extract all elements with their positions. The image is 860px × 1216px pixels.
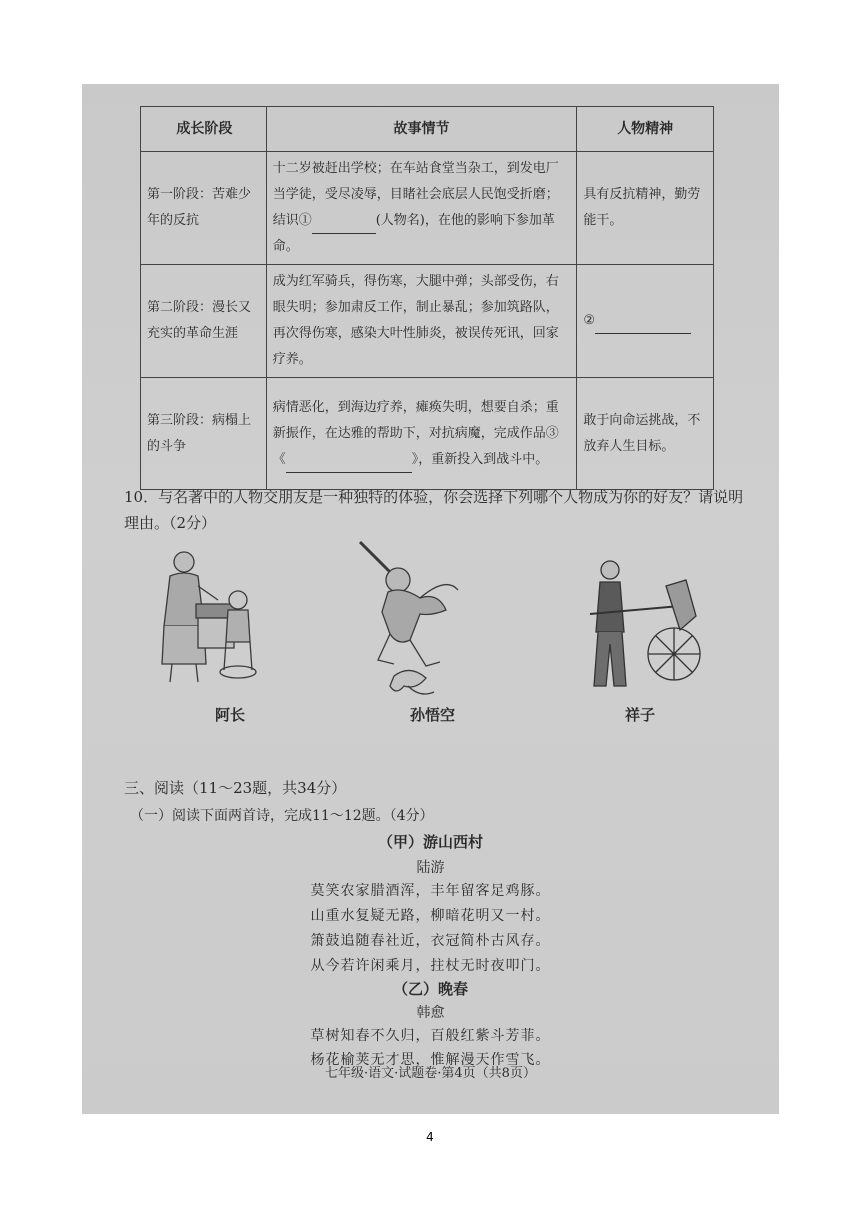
blank-3[interactable] — [286, 454, 412, 473]
xiangzi-rickshaw-illustration — [576, 556, 704, 702]
stage-cell: 第二阶段：漫长又充实的革命生涯 — [141, 265, 267, 378]
plot-text: (人物名)，在他的影响下参加革命。 — [272, 213, 555, 254]
plot-text: 十二岁被赶出学校；在车站食堂当杂工，到发电厂当学徒，受尽凌辱，目睹社会底层人民饱受折磨；结识① — [272, 161, 559, 228]
question-10: 10．与名著中的人物交朋友是一种独特的体验，你会选择下列哪个人物成为你的好友？请说明理由。（2分） — [124, 488, 744, 532]
poem-line: 杨花榆荚无才思，惟解漫天作雪飞。 — [310, 1052, 551, 1068]
character-growth-table — [140, 106, 714, 490]
reading-part-1-instruction: （一）阅读下面两首诗，完成11～12题。（4分） — [130, 808, 434, 824]
poem-line: 从今若许闲乘月，拄杖无时夜叩门。 — [310, 958, 551, 974]
poem-author: 韩愈 — [416, 1005, 445, 1021]
plot-cell — [266, 152, 577, 265]
plot-cell — [266, 378, 577, 490]
poem-line: 箫鼓追随春社近，衣冠简朴古风存。 — [310, 933, 551, 949]
exam-footer: 七年级·语文·试题卷·第4页（共8页） — [325, 1066, 536, 1081]
sun-wukong-illustration — [350, 536, 468, 708]
poem-line: 莫笑农家腊酒浑，丰年留客足鸡豚。 — [310, 883, 551, 899]
figure-caption-sun-wukong: 孙悟空 — [410, 706, 456, 724]
plot-text: 病情恶化，到海边疗养，瘫痪失明，想要自杀；重新振作，在达雅的帮助下，对抗病魔，完成作品③《 — [272, 399, 559, 467]
spirit-cell: 具有反抗精神，勤劳能干。 — [577, 152, 714, 265]
plot-text: 》，重新投入到战斗中。 — [411, 451, 549, 467]
a-chang-illustration — [152, 546, 262, 688]
poem-title: （甲）游山西村 — [377, 833, 483, 851]
blank-marker: ② — [583, 313, 596, 328]
section-3-title: 三、阅读（11～23题，共34分） — [124, 779, 347, 797]
blank-2[interactable] — [595, 315, 691, 334]
blank-1[interactable] — [312, 215, 376, 234]
poem-author: 陆游 — [416, 860, 445, 876]
stage-cell: 第三阶段：病榻上的斗争 — [141, 378, 267, 490]
stage-cell: 第一阶段：苦难少年的反抗 — [141, 152, 267, 265]
table-header-row — [141, 107, 714, 152]
figure-caption-a-chang: 阿长 — [215, 706, 246, 724]
spirit-cell — [577, 265, 714, 378]
page-number: 4 — [426, 1130, 434, 1144]
table-row — [141, 265, 714, 378]
scanned-exam-photo — [82, 84, 779, 1114]
table-row — [141, 378, 714, 490]
figure-caption-xiangzi: 祥子 — [625, 706, 656, 724]
poem-title: （乙）晚春 — [392, 980, 468, 998]
poem-line: 山重水复疑无路，柳暗花明又一村。 — [310, 908, 551, 924]
plot-cell: 成为红军骑兵，得伤寒，大腿中弹；头部受伤，右眼失明；参加肃反工作，制止暴乱；参加筑路队，再次得伤寒，感染大叶性肺炎，被误传死讯，回家疗养。 — [266, 265, 577, 378]
table-row — [141, 152, 714, 265]
header-spirit: 人物精神 — [577, 107, 714, 152]
header-plot: 故事情节 — [266, 107, 577, 152]
header-stage: 成长阶段 — [141, 107, 267, 152]
spirit-cell: 敢于向命运挑战，不放弃人生目标。 — [577, 378, 714, 490]
poem-line: 草树知春不久归，百般红紫斗芳菲。 — [310, 1028, 551, 1044]
